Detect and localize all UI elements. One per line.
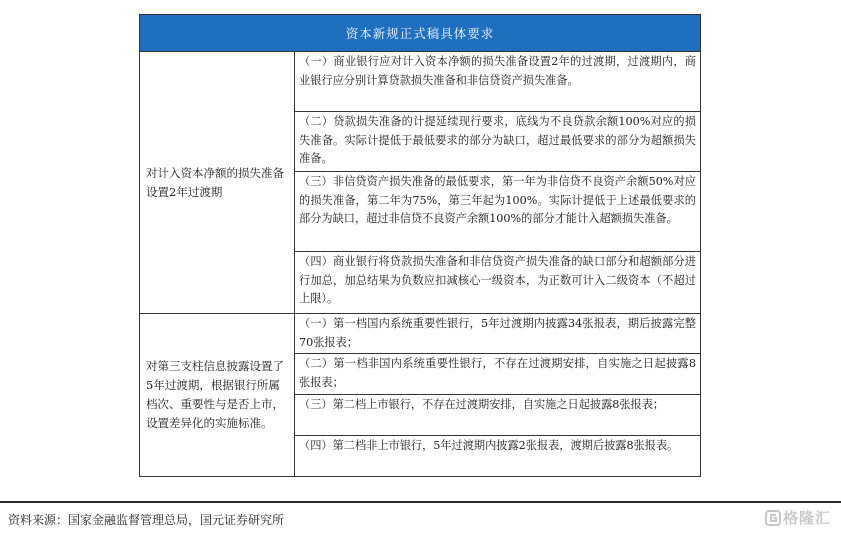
watermark-logo <box>765 507 831 528</box>
table-cell: （三）第二档上市银行，不存在过渡期安排，自实施之日起披露8张报表； <box>295 395 700 436</box>
table-group-provision <box>140 52 700 314</box>
table-cell: （二）第一档非国内系统重要性银行，不存在过渡期安排，自实施之日起披露8张报表； <box>295 354 700 395</box>
table-cell: （三）非信贷资产损失准备的最低要求，第一年为非信贷不良资产余额50%对应的损失准备，第二年为75%，第三年起为100%。实际计提低于上述最低要求的部分为缺口，超过非信贷不良资产余额100%的部分才能计入超额损失准备。 <box>295 172 700 252</box>
table-group-disclosure <box>140 314 700 476</box>
table-cell: （四）商业银行将贷款损失准备和非信贷资产损失准备的缺口部分和超额部分进行加总，加总结果为负数应扣减核心一级资本，为正数可计入二级资本（不超过上限）。 <box>299 255 696 305</box>
table-title: 资本新规正式稿具体要求 <box>140 15 700 52</box>
watermark-text: 格隆汇 <box>782 509 831 527</box>
table-cell: （二）贷款损失准备的计提延续现行要求，底线为不良贷款余额100%对应的损失准备。实际计提低于最低要求的部分为缺口，超过最低要求的部分为超额损失准备。 <box>295 112 700 172</box>
group-label: 对第三支柱信息披露设置了5年过渡期，根据银行所属档次、重要性与是否上市，设置差异化的实施标准。 <box>140 314 295 476</box>
group-items <box>295 314 700 476</box>
group-label: 对计入资本净额的损失准备设置2年过渡期 <box>140 52 295 313</box>
table-cell: （四）第二档非上市银行，5年过渡期内披露2张报表，渡期后披露8张报表。 <box>299 439 679 452</box>
requirements-table <box>139 14 701 477</box>
table-cell: （一）第一档国内系统重要性银行，5年过渡期内披露34张报表，期后披露完整70张报表； <box>295 314 700 354</box>
source-note: 资料来源：国家金融监督管理总局，国元证券研究所 <box>8 513 285 527</box>
gelonghui-logo-icon <box>765 510 781 526</box>
group-items <box>295 52 700 313</box>
table-cell: （一）商业银行应对计入资本净额的损失准备设置2年的过渡期，过渡期内，商业银行应分别计算贷款损失准备和非信贷资产损失准备。 <box>295 52 700 112</box>
footer-divider <box>0 501 841 503</box>
